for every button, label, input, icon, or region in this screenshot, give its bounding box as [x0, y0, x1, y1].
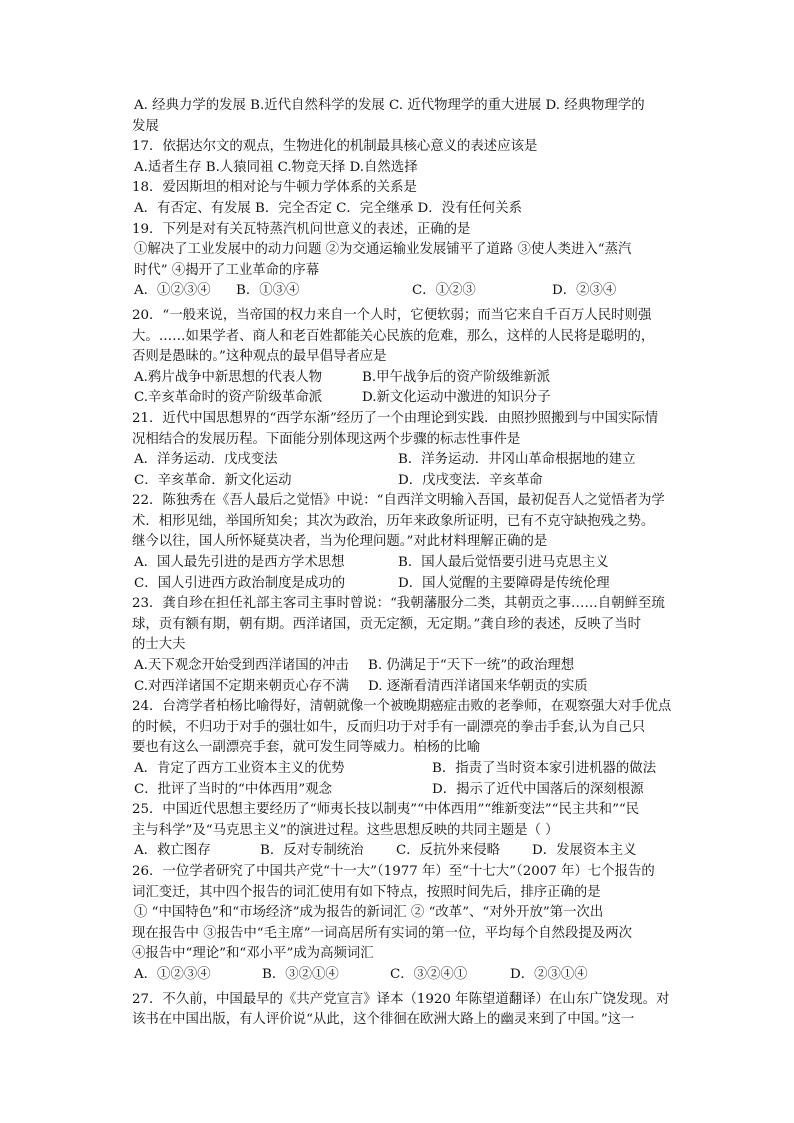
q19-option-b: B．①③④	[236, 283, 300, 299]
q26-option-a: A．①②③④	[134, 966, 211, 982]
q22-option-c: C．国人引进西方政治制度是成功的	[134, 575, 346, 591]
question-list	[132, 96, 674, 1031]
q19-option-a: A．①②③④	[134, 283, 211, 299]
q25-option-c: C．反抗外来侵略	[396, 843, 500, 859]
q24-option-d: D．揭示了近代中国落后的深刻根源	[432, 781, 644, 797]
q21-option-c: C．辛亥革命．新文化运动	[134, 472, 292, 488]
q25-option-a: A．救亡图存	[134, 843, 211, 859]
q23-option-a: A.天下观念开始受到西洋诸国的冲击	[134, 658, 349, 674]
q23-options-row2	[132, 677, 674, 698]
q22-options-row1	[132, 553, 674, 574]
q24-option-c: C．批评了当时的“中体西用”观念	[134, 781, 333, 797]
q23-options-row1	[132, 656, 674, 677]
q26-items-line3: ④报告中“理论”和“邓小平”成为高频词汇	[132, 946, 374, 962]
q21-option-d: D．戊戌变法．辛亥革命	[398, 472, 543, 488]
q17-options: A.适者生存 B.人猿同祖 C.物竞天择 D.自然选择	[134, 159, 418, 175]
q25-stem-line1: 25．中国近代思想主要经历了“师夷长技以制夷”“中体西用”“维新变法”“民主共和”“民	[132, 802, 640, 818]
q20-option-d: D.新文化运动中激进的知识分子	[362, 390, 551, 406]
q24-stem-line2: 的时候，不归功于对手的强壮如牛，反而归功于对手有一副漂亮的拳击手套,认为自己只	[132, 719, 646, 735]
q21-stem-line1: 21．近代中国思想界的“西学东渐”经历了一个由理论到实践．由照抄照搬到与中国实际情	[132, 410, 659, 426]
q23-stem-line2: 球，贡有额有期，朝有期。西洋诸国，贡无定额，无定期。”龚自珍的表述，反映了当时	[132, 616, 641, 632]
q24-stem-line3: 要也有这么一副漂亮手套，就可发生同等威力。柏杨的比喻	[132, 740, 481, 756]
q22-option-b: B．国人最后觉悟要引进马克思主义	[398, 555, 609, 571]
q26-stem-line1: 26．一位学者研究了中国共产党“十一大”（1977 年）至“十七大”（2007 年）七个报告的	[132, 863, 655, 879]
q25-stem-line2: 主与科学”及“马克思主义”的演进过程。这些思想反映的共同主题是（ ）	[132, 822, 559, 838]
q24-options-row2	[132, 780, 674, 801]
q19-options	[132, 281, 674, 302]
q27-stem-line1: 27．不久前，中国最早的《共产党宣言》译本（1920 年陈望道翻译）在山东广饶发现。对	[132, 991, 670, 1007]
q24-option-a: A．肯定了西方工业资本主义的优势	[134, 761, 345, 776]
q20-options-row1	[132, 368, 674, 389]
q16-options-line2: 发展	[132, 118, 159, 134]
q24-stem-line1: 24．台湾学者柏杨比喻得好，清朝就像一个被晚期癌症击败的老拳师，在观察强大对手优点	[132, 699, 672, 715]
q24-options-row1	[132, 759, 674, 780]
q17-stem: 17．依据达尔文的观点，生物进化的机制最具核心意义的表述应该是	[132, 139, 538, 155]
q16-options-line1: A. 经典力学的发展 B.近代自然科学的发展 C. 近代物理学的重大进展 D. 经典物理学的	[134, 98, 645, 113]
q19-items-line2: 时代” ④揭开了工业革命的序幕	[134, 262, 320, 278]
q22-option-a: A．国人最先引进的是西方学术思想	[134, 555, 345, 571]
q19-stem: 19．下列是对有关瓦特蒸汽机问世意义的表述，正确的是	[132, 221, 471, 237]
q18-stem: 18．爱因斯坦的相对论与牛顿力学体系的关系是	[132, 180, 417, 196]
q27-stem-line2: 该书在中国出版，有人评价说“从此，这个徘徊在欧洲大路上的幽灵来到了中国。”这一	[132, 1012, 635, 1028]
q21-options-row2	[132, 471, 674, 492]
q23-stem-line1: 23．龚自珍在担任礼部主客司主事时曾说：“我朝藩服分二类，其朝贡之事……自朝鲜至琉	[132, 596, 665, 612]
q20-stem-line3: 否则是愚昧的。”这种观点的最早倡导者应是	[132, 349, 387, 365]
q22-stem-line2: 术．相形见绌，举国所知矣；其次为政治，历年来政象所证明，已有不克守缺抱残之势。	[132, 513, 655, 529]
q25-options	[132, 841, 674, 862]
q26-option-c: C．③②④①	[390, 966, 468, 982]
q21-option-b: B．洋务运动．井冈山革命根据地的建立	[398, 452, 636, 468]
q20-option-c: C.辛亥革命时的资产阶级革命派	[134, 390, 323, 406]
q19-option-d: D．②③④	[552, 283, 617, 299]
q24-option-b: B．指责了当时资本家引进机器的做法	[432, 761, 657, 776]
q23-option-d: D. 逐渐看清西洋诸国来华朝贡的实质	[368, 678, 588, 694]
q23-option-b: B. 仍满足于“天下一统”的政治理想	[368, 658, 575, 674]
q26-stem-line2: 词汇变迁，其中四个报告的词汇使用有如下特点，按照时间先后，排序正确的是	[132, 884, 601, 900]
q20-option-b: B.甲午战争后的资产阶级维新派	[362, 369, 551, 385]
q21-stem-line2: 况相结合的发展历程。下面能分别体现这两个步骤的标志性事件是	[132, 431, 521, 447]
q26-items-line1: ① “中国特色”和“市场经济”成为报告的新词汇 ② “改革”、“对外开放”第一次出	[134, 905, 604, 921]
q26-option-d: D．②③①④	[510, 966, 588, 982]
q20-options-row2	[132, 388, 674, 409]
q20-stem-line1: 20．“一般来说，当帝国的权力来自一个人时，它便软弱；而当它来自千百万人民时则强	[132, 307, 652, 323]
q25-option-b: B．反对专制统治	[260, 843, 364, 859]
q21-options-row1	[132, 450, 674, 471]
q19-option-c: C．①②③	[412, 283, 476, 299]
q25-option-d: D．发展资本主义	[532, 843, 637, 859]
q22-stem-line3: 继今以往，国人所怀疑莫决者，当为伦理问题。”对此材料理解正确的是	[132, 534, 548, 550]
q19-items-line1: ①解决了工业发展中的动力问题 ②为交通运输业发展铺平了道路 ③使人类进入“蒸汽	[134, 242, 632, 258]
q20-stem-line2: 大。……如果学者、商人和老百姓都能关心民族的危难，那么，这样的人民将是聪明的，	[132, 328, 655, 344]
q26-items-line2: 现在报告中 ③报告中“毛主席”一词高居所有实词的第一位，平均每个自然段提及两次	[132, 925, 633, 941]
q26-option-b: B．③②①④	[262, 966, 339, 982]
q22-options-row2	[132, 574, 674, 595]
q22-option-d: D．国人觉醒的主要障碍是传统伦理	[398, 575, 610, 591]
q26-options	[132, 965, 674, 986]
q21-option-a: A．洋务运动．戊戌变法	[134, 452, 278, 468]
q23-option-c: C.对西洋诸国不定期来朝贡心存不满	[134, 678, 349, 694]
q22-stem-line1: 22．陈独秀在《吾人最后之觉悟》中说：“自西洋文明输入吾国，最初促吾人之觉悟者为学	[132, 493, 665, 509]
q23-stem-line3: 的士大夫	[132, 637, 186, 653]
q18-options: A．有否定、有发展 B．完全否定 C．完全继承 D．没有任何关系	[134, 200, 523, 216]
q20-option-a: A.鸦片战争中新思想的代表人物	[134, 369, 323, 385]
